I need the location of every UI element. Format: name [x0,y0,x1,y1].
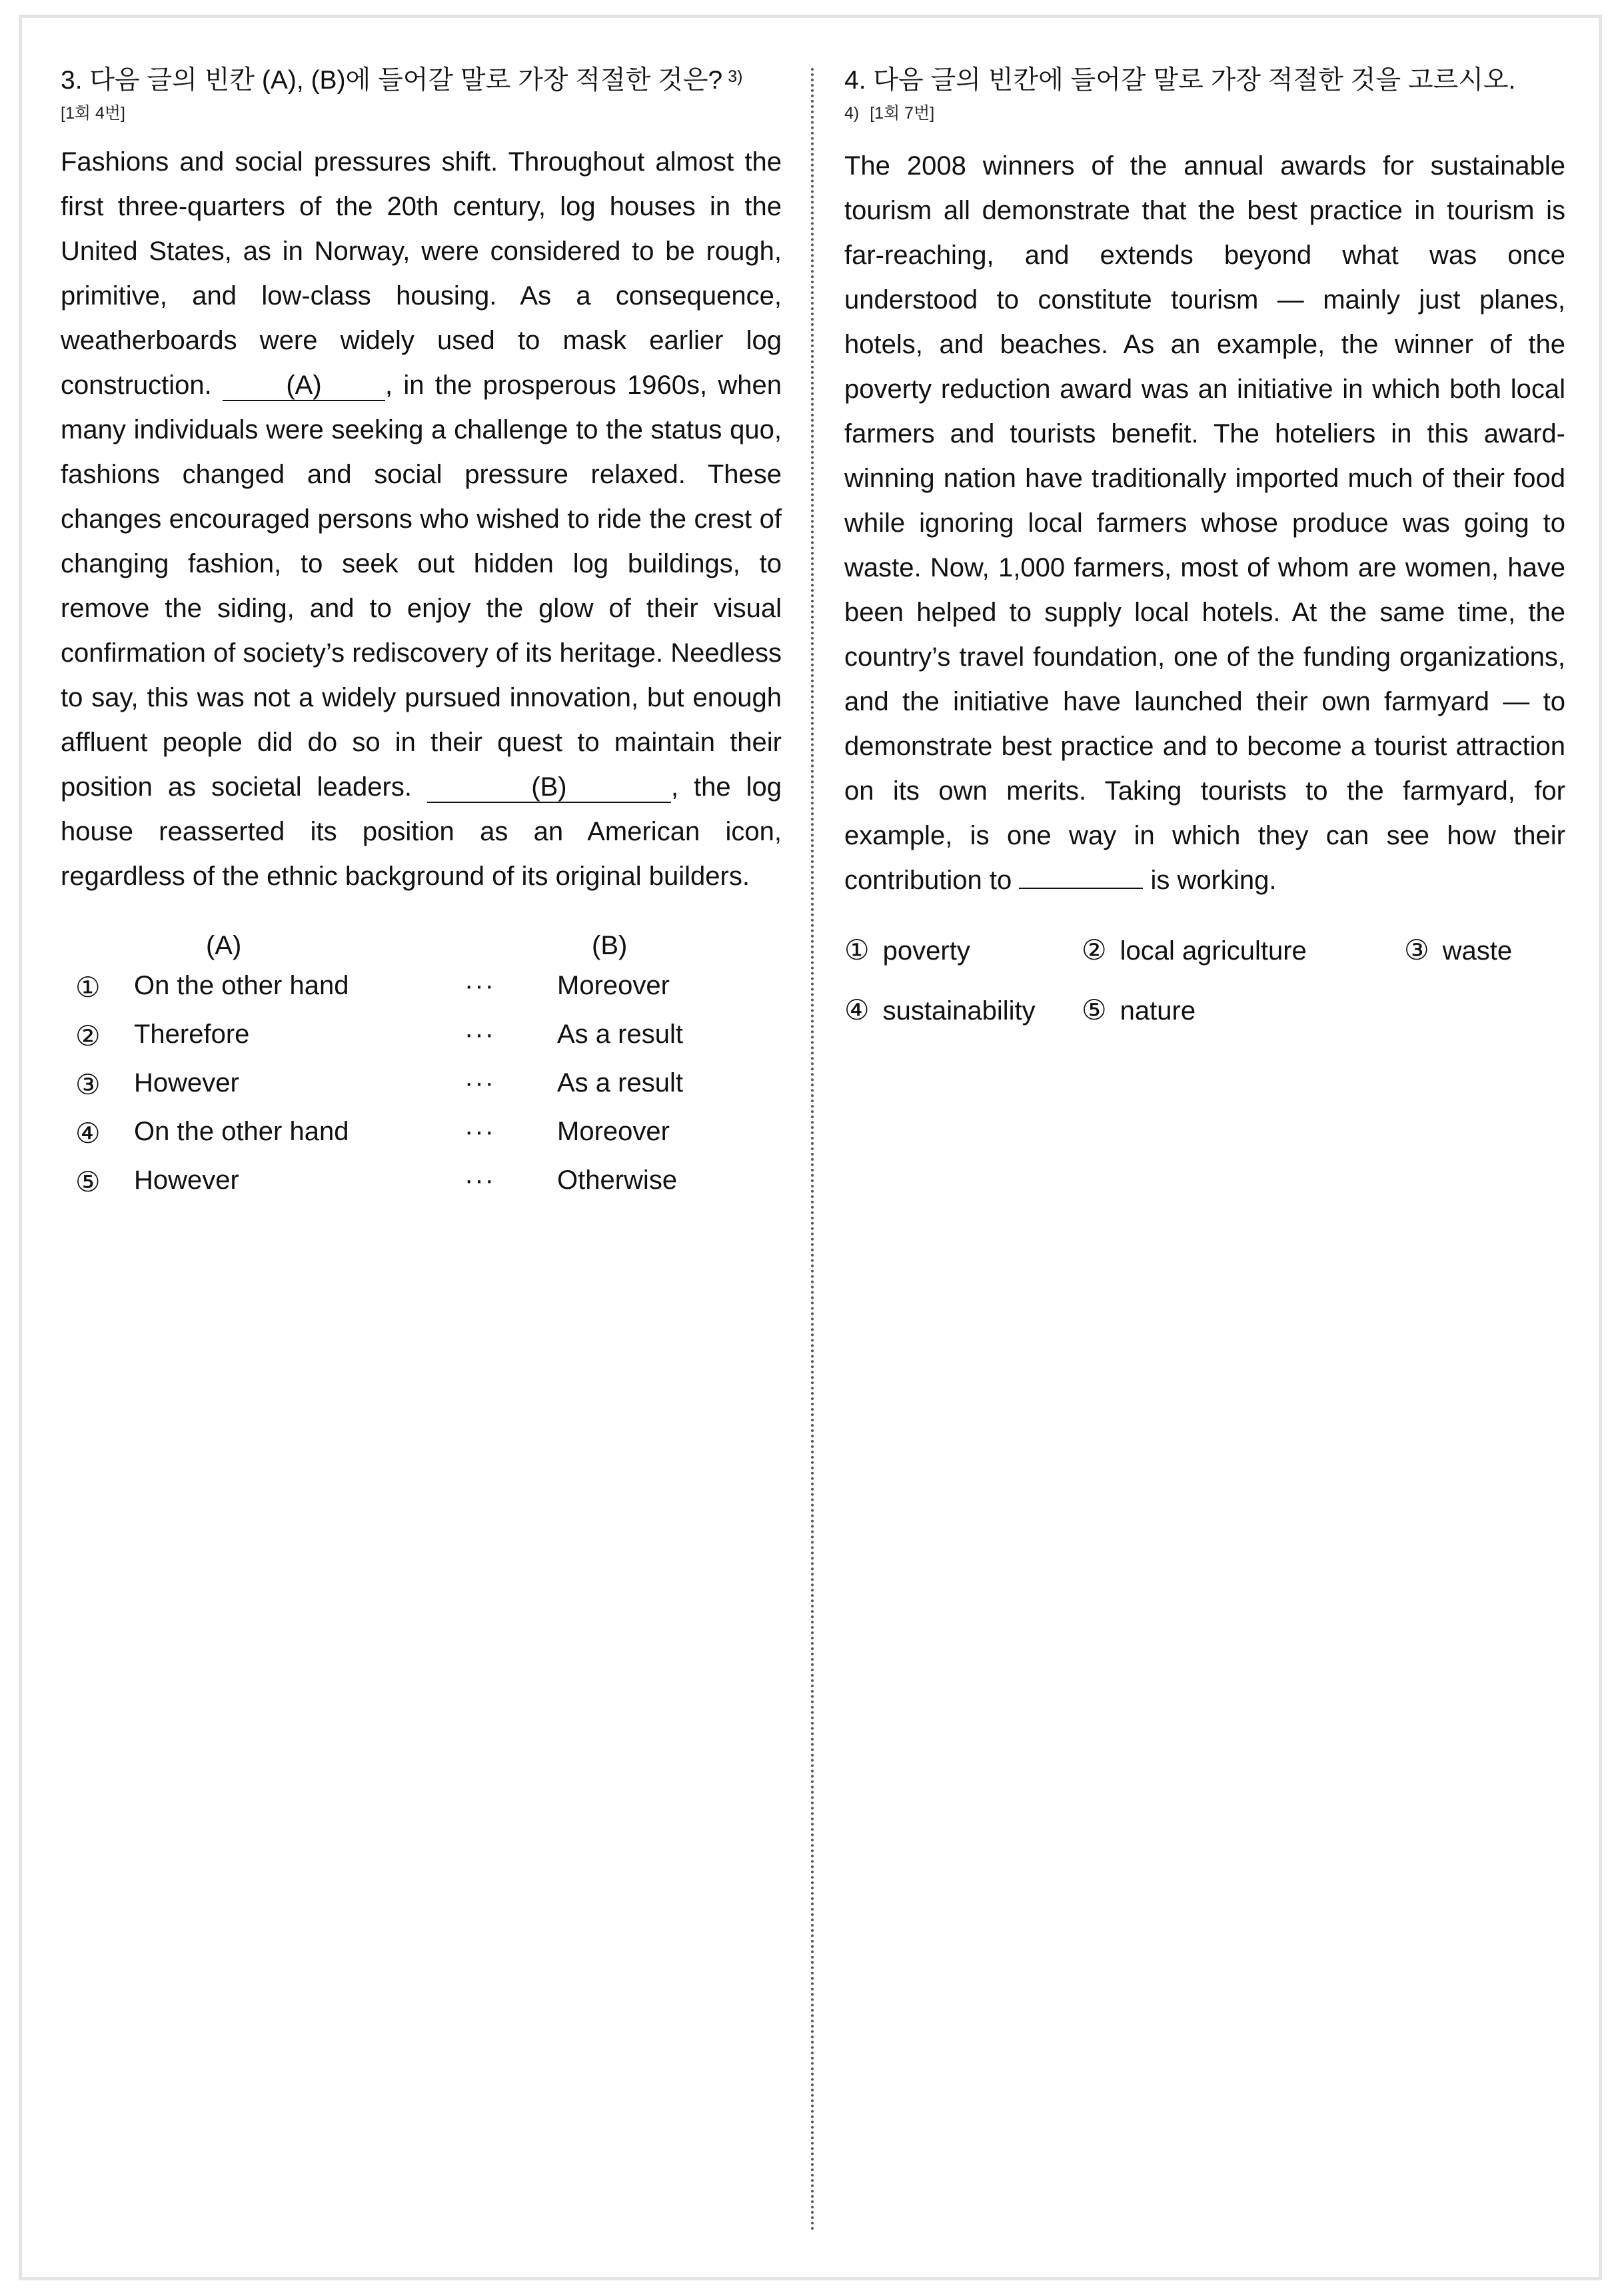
answer-text: local agriculture [1120,936,1307,966]
choice-a-text: On the other hand [134,1117,349,1146]
choice-separator: ··· [464,1020,495,1049]
q4-title: 4. 다음 글의 빈칸에 들어갈 말로 가장 적절한 것을 고르시오. [844,66,1516,95]
choice-b-text: Moreover [557,971,670,1000]
q3-passage-part2: , in the prosperous 1960s, when many individuals were seeking a challenge to the status quo, fashions changed and social pressure relaxed. These changes encouraged persons who wished to ride the crest of changing fashion, to seek out hidden log buildings, to remove the siding, and to enjoy the glow of their visual confirmation of society’s rediscovery of its heritage. Needless to say, this was not a widely pursued innovation, but enough affluent people did do so in their quest to maintain their position as societal leaders. [61,371,782,802]
choice-b-text: As a result [557,1068,683,1098]
choice-b-text: Otherwise [557,1165,678,1195]
answer-number: ② [1082,934,1107,966]
q3-ref: [1회 4번] [61,104,125,123]
q3-passage-part3: , the log house reasserted its position as an American icon, regardless of the ethnic background of its original builders. [61,772,782,891]
choice-b-text: Moreover [557,1117,670,1146]
q4-answer-3[interactable] [1404,934,1512,966]
q4-answers-row-2 [844,994,1565,1054]
answer-number: ⑤ [1082,994,1107,1026]
q3-passage [61,140,782,899]
q3-blank-b: (B) [427,772,671,803]
q4-answer-2[interactable] [1082,934,1307,966]
q4-ref: [1회 7번] [870,104,935,123]
choice-number: ② [75,1020,101,1052]
q3-col-b-header: (B) [592,931,628,960]
q4-passage-part1: The 2008 winners of the annual awards for sustainable tourism all demonstrate that the best practice in tourism is far-reaching, and extends beyond what was once understood to constitute tourism — mainly just planes, hotels, and beaches. As an example, the winner of the poverty reduction award was an initiative in which both local farmers and tourists benefit. The hoteliers in this award-winning nation have traditionally imported much of their food while ignoring local farmers whose produce was going to waste. Now, 1,000 farmers, most of whom are women, have been helped to supply local hotels. At the same time, the country’s travel foundation, one of the funding organizations, and the initiative have launched their own farmyard — to demonstrate best practice and to become a tourist attraction on its own merits. Taking tourists to the farmyard, for example, is one way in which they can see how their contribution to [844,151,1565,895]
choice-a-text: On the other hand [134,971,349,1000]
answer-number: ① [844,934,870,966]
q3-title-line [61,61,782,100]
q3-passage-part1: Fashions and social pressures shift. Throughout almost the first three-quarters of the 20th century, log houses in the United States, as in Norway, were considered to be rough, primitive, and low-class housing. As a consequence, weatherboards were widely used to mask earlier log construction. [61,147,782,400]
q4-blank [1019,861,1143,889]
answer-text: nature [1120,996,1196,1026]
q3-choices [61,931,782,1214]
choice-number: ① [75,972,101,1003]
q3-choice-2[interactable] [61,1020,782,1068]
choice-a-text: However [134,1165,239,1195]
answer-text: sustainability [882,996,1036,1026]
choice-number: ④ [75,1118,101,1149]
choice-a-text: However [134,1068,239,1098]
question-4 [844,61,1565,1054]
q4-answer-5[interactable] [1082,994,1196,1026]
answer-number: ③ [1404,934,1429,966]
column-divider [811,68,814,2232]
choice-b-text: As a result [557,1020,683,1049]
question-3 [61,61,782,1214]
q3-choice-1[interactable] [61,971,782,1020]
q4-footnote: 4) [844,104,860,123]
answer-number: ④ [844,994,870,1026]
q4-answer-1[interactable] [844,934,970,966]
q4-answer-4[interactable] [844,994,1036,1026]
answer-text: waste [1442,936,1513,966]
choice-separator: ··· [464,971,495,1000]
q3-title: 3. 다음 글의 빈칸 (A), (B)에 들어갈 말로 가장 적절한 것은? [61,66,723,95]
choice-separator: ··· [464,1068,495,1098]
q3-col-a-header: (A) [206,931,242,960]
choice-a-text: Therefore [134,1020,250,1049]
q4-ref-line [844,100,1565,127]
q3-choice-4[interactable] [61,1117,782,1165]
choice-separator: ··· [464,1117,495,1146]
choice-number: ⑤ [75,1166,101,1197]
q3-choice-3[interactable] [61,1068,782,1117]
q3-blank-a: (A) [223,371,385,401]
q3-footnote: 3) [728,67,743,86]
choice-separator: ··· [464,1165,495,1195]
q4-passage-part2: is working. [1143,866,1277,895]
answer-text: poverty [882,936,970,966]
q4-answers-row-1 [844,934,1565,994]
q3-choice-5[interactable] [61,1165,782,1214]
q3-choices-header [61,931,782,971]
q4-passage [844,144,1565,903]
choice-number: ③ [75,1069,101,1100]
